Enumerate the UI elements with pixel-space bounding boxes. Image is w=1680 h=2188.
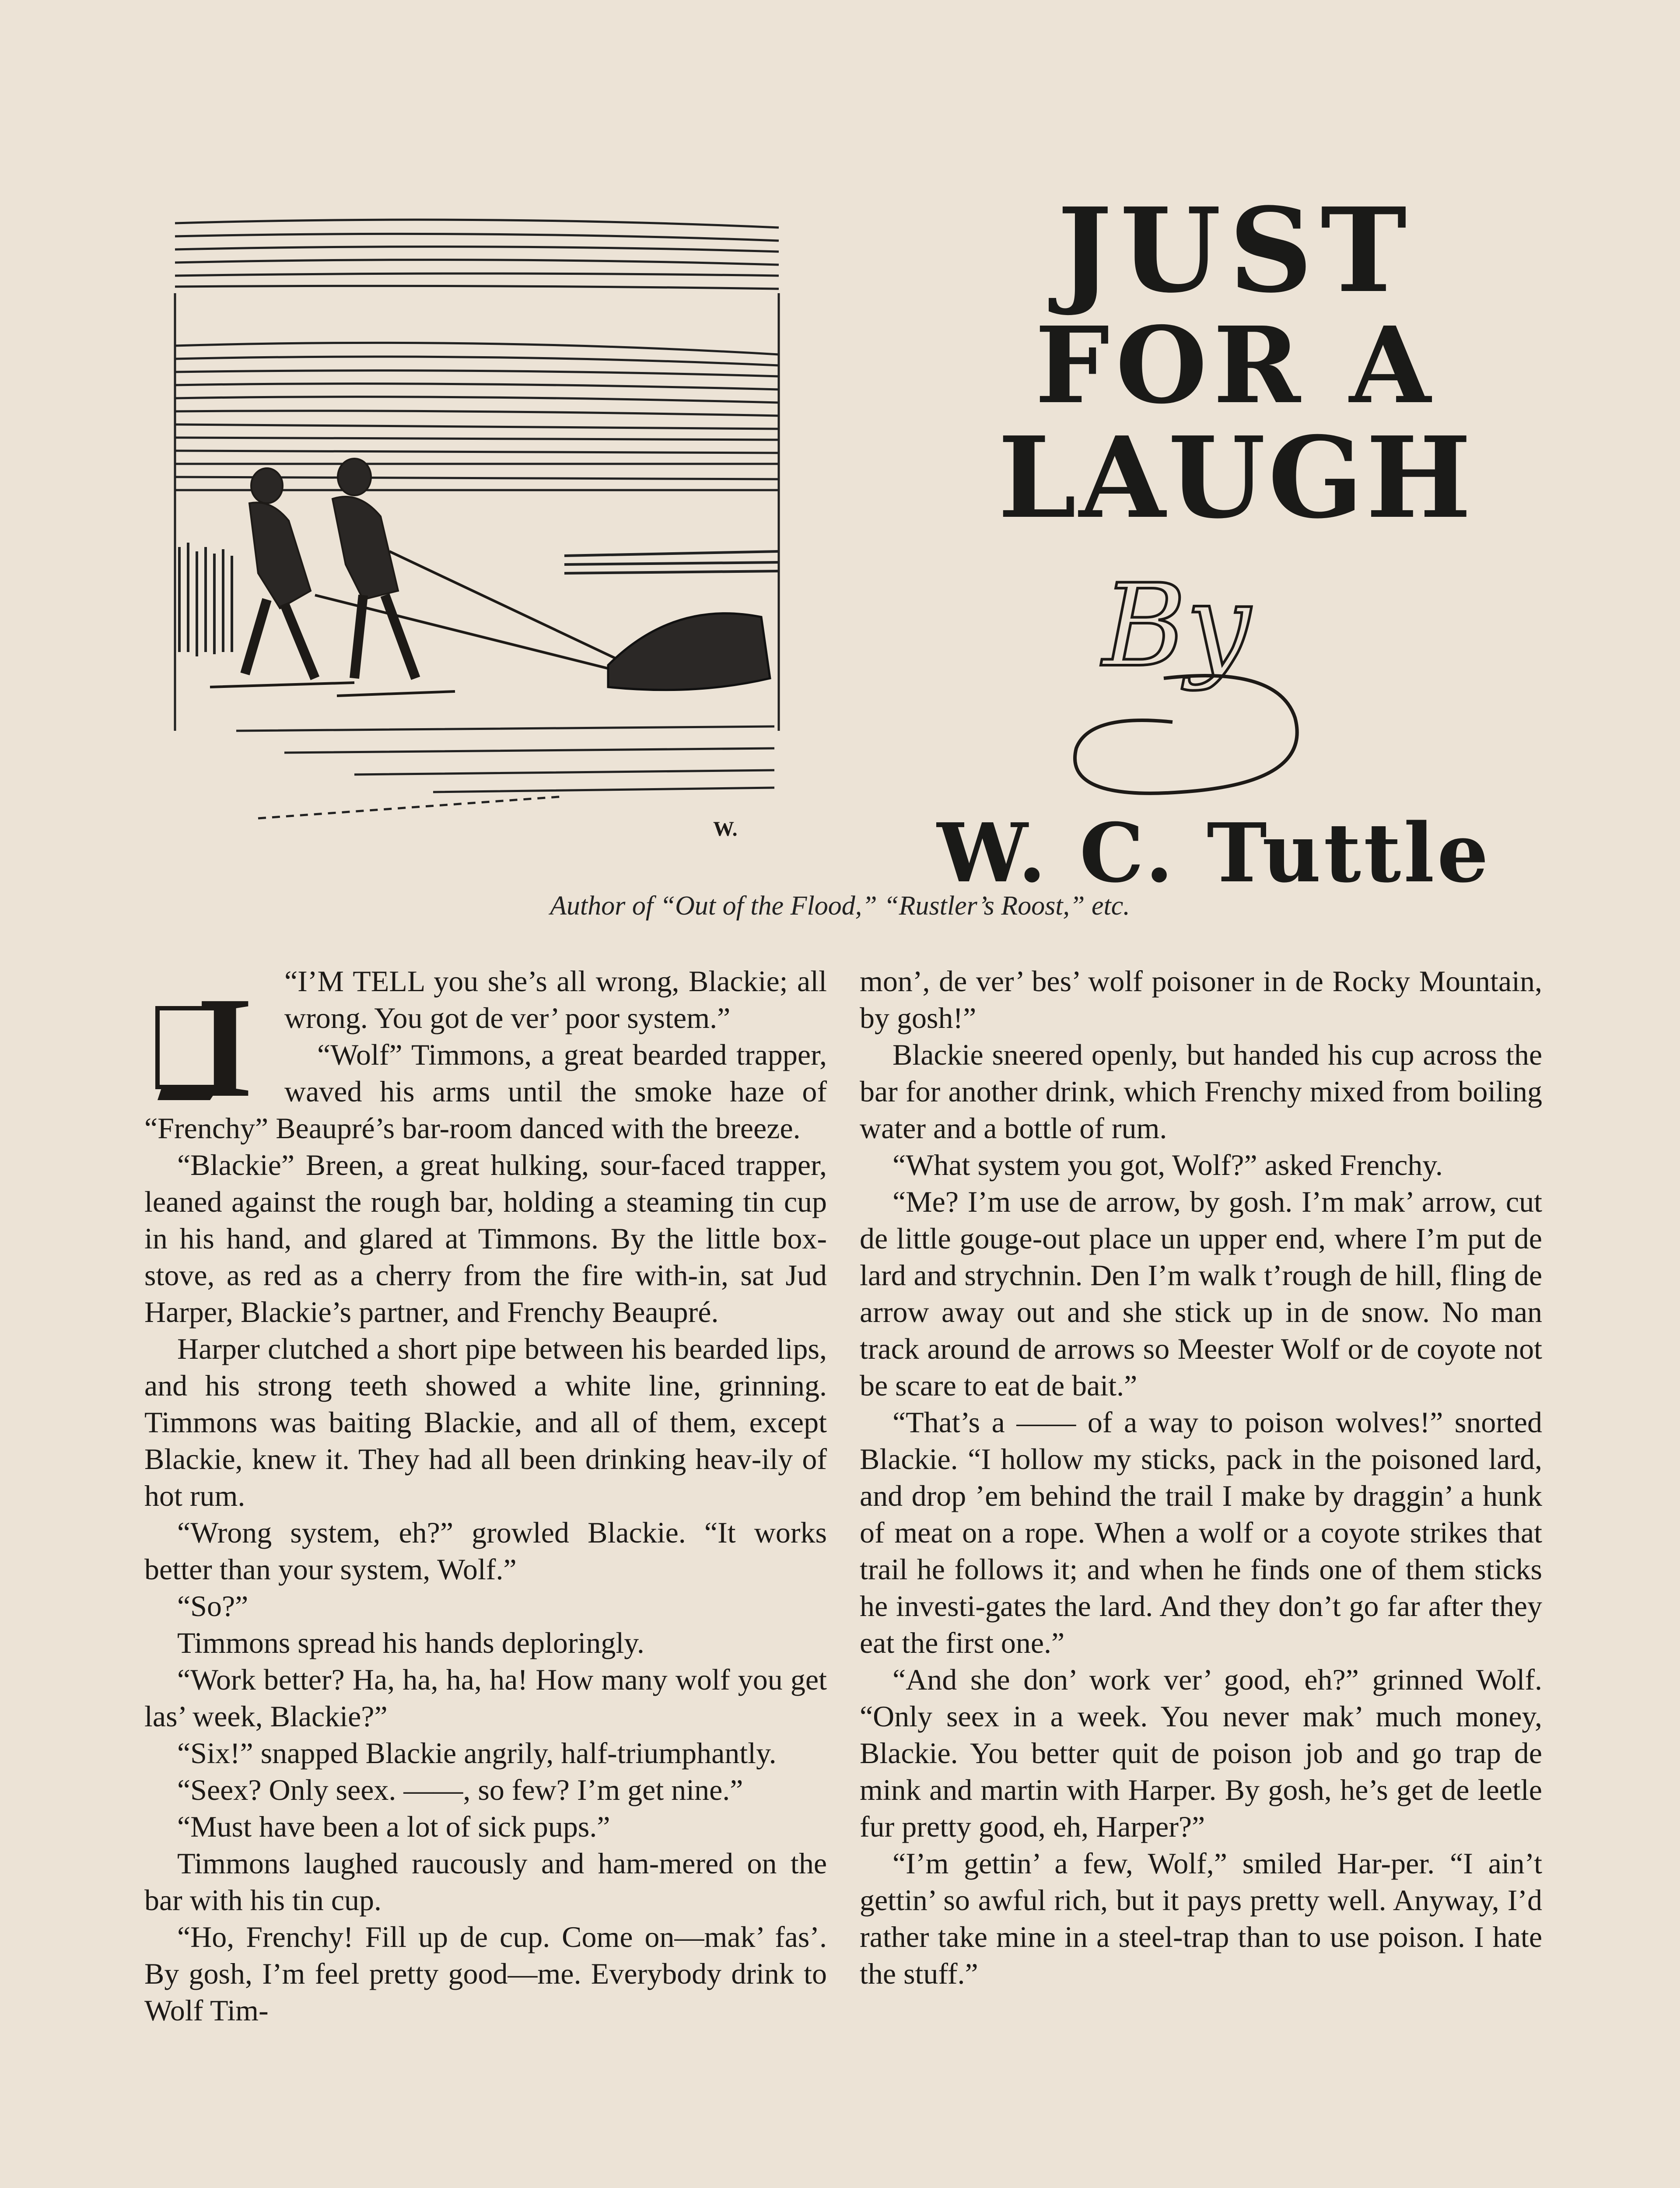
paragraph: Timmons spread his hands deploringly. [177,1626,644,1659]
paragraph: “I’M TELL you she’s all wrong, Blackie; all wrong. You got de ver’ poor system.” [284,964,827,1034]
paragraph: mon’, de ver’ bes’ wolf poisoner in de Rocky Mountain, by gosh!” [860,964,1542,1034]
paragraph: “Seex? Only seex. ——, so few? I’m get nine.” [177,1773,743,1806]
paragraph: “Me? I’m use de arrow, by gosh. I’m mak’ arrow, cut de little gouge-out place un upper end, where I’m put de lard and strychnin. Den I’m walk t’rough de hill, fling de arrow away out and she stick up in de snow. No man track around de arrows so Meester Wolf or de coyote not be scare to eat de bait.” [860,1185,1542,1402]
illustration-trappers-sled [171,214,783,849]
paragraph: “Ho, Frenchy! Fill up de cup. Come on—mak’ fas’. By gosh, I’m feel pretty good—me. Everybody drink to Wolf Tim- [144,1920,827,2027]
paragraph: Timmons laughed raucously and ham-mered on the bar with his tin cup. [144,1847,827,1917]
story-title [941,182,1531,543]
paragraph: “And she don’ work ver’ good, eh?” grinned Wolf. “Only seex in a week. You never mak’ much money, Blackie. You better quit de poison job and go trap de mink and martin with Harper. By gosh, he’s get de leetle fur pretty good, eh, Harper?” [860,1663,1542,1843]
paragraph: “Blackie” Breen, a great hulking, sour-faced trapper, leaned against the rough bar, holding a steaming tin cup in his hand, and glared at Timmons. By the little box-stove, as red as a cherry from the fire with-in, sat Jud Harper, Blackie’s partner, and Frenchy Beaupré. [144,1148,827,1329]
illustration-drawing [171,214,783,849]
illustrator-signature: W. [713,817,738,841]
title-line-2: FOR A [1035,304,1437,427]
title-line-1: JUST [1057,182,1415,319]
title-line-3: LAUGH [998,413,1474,543]
by-script-graphic [1050,556,1312,801]
by-word: By [1102,560,1250,692]
paragraph: “I’m gettin’ a few, Wolf,” smiled Har-per. “I ain’t gettin’ so awful rich, but it pays pretty well. Anyway, I’d rather take mine in a steel-trap than to use poison. I hate the stuff.” [860,1847,1542,1990]
paragraph: “Six!” snapped Blackie angrily, half-triumphantly. [177,1736,777,1770]
paragraph: “Wrong system, eh?” growled Blackie. “It works better than your system, Wolf.” [144,1516,827,1586]
paragraph: Harper clutched a short pipe between his bearded lips, and his strong teeth showed a white line, grinning. Timmons was baiting Blackie, and all of them, except Blackie, knew it. They had all been drinking heav-ily of hot rum. [144,1332,827,1512]
author-credit: Author of “Out of the Flood,” “Rustler’s Roost,” etc. [550,891,1130,921]
paragraph: “Wolf” Timmons, a great bearded trapper, waved his arms until the smoke haze of “Frenchy” Beaupré’s bar-room danced with the breeze. [144,1038,827,1145]
svg-text:I: I [197,968,253,1109]
author-name: W. C. Tuttle [937,805,1491,901]
paragraph: “Must have been a lot of sick pups.” [177,1810,610,1843]
story-column-left [144,963,827,2029]
paragraph: “Work better? Ha, ha, ha, ha! How many wolf you get las’ week, Blackie?” [144,1663,827,1733]
dropcap-i [144,964,276,1109]
paragraph: Blackie sneered openly, but handed his cup across the bar for another drink, which Frenchy mixed from boiling water and a bottle of rum. [860,1038,1542,1145]
paragraph: “What system you got, Wolf?” asked Frenchy. [892,1148,1443,1182]
paragraph: “That’s a —— of a way to poison wolves!” snorted Blackie. “I hollow my sticks, pack in the poisoned lard, and drop ’em behind the trail I make by draggin’ a hunk of meat on a rope. When a wolf or a coyote strikes that trail he follows it; and when he finds one of them sticks he investi-gates the lard. And they don’t go far after they eat the first one.” [860,1406,1542,1659]
paragraph: “So?” [177,1589,248,1623]
story-column-right [860,963,1542,1992]
